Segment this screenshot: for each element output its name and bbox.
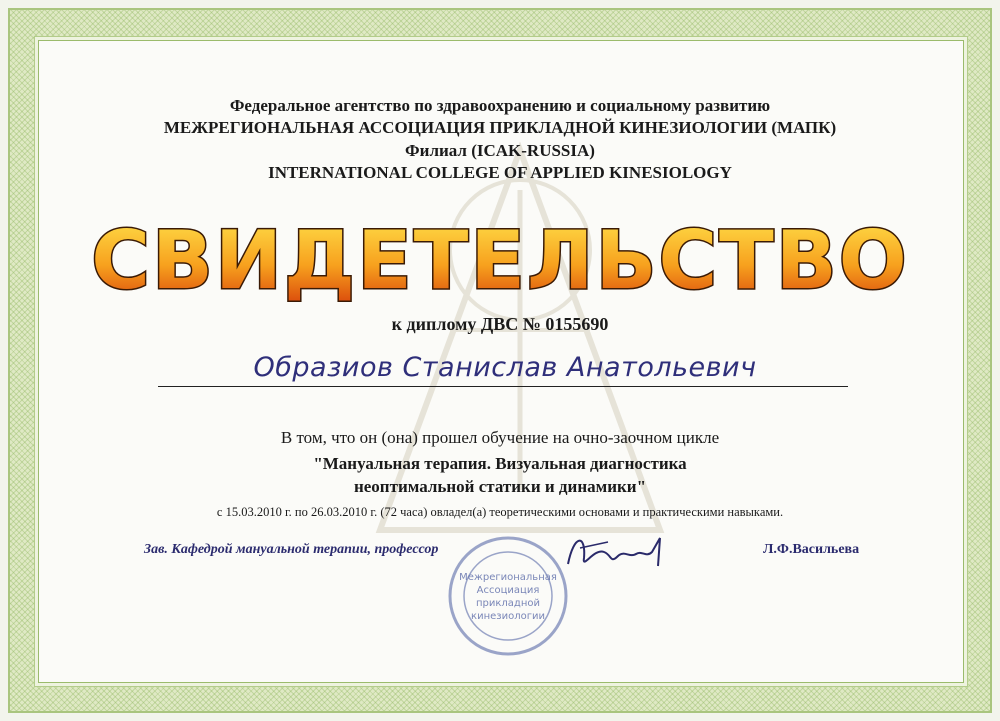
agency-line: Федеральное агентство по здравоохранению и социальному развитию bbox=[229, 96, 771, 115]
svg-text:Ассоциация: Ассоциация bbox=[476, 585, 540, 596]
course-title-line1: "Мануальная терапия. Визуальная диагностика bbox=[313, 454, 687, 473]
svg-text:прикладной: прикладной bbox=[475, 598, 541, 609]
course-title-line2: неоптимальной статики и динамики" bbox=[353, 477, 647, 496]
round-stamp bbox=[428, 528, 578, 658]
signatory-name: Л.Ф.Васильева bbox=[763, 542, 860, 557]
training-statement: В том, что он (она) прошел обучение на очно-заочном цикле bbox=[280, 428, 720, 447]
college-line: INTERNATIONAL COLLEGE OF APPLIED KINESIOLOGY bbox=[268, 163, 732, 182]
handwritten-signature bbox=[560, 528, 670, 574]
certificate-title bbox=[0, 214, 1000, 304]
name-underline bbox=[158, 386, 848, 387]
svg-text:кинезиологии: кинезиологии bbox=[471, 611, 545, 622]
svg-text:Межрегиональная: Межрегиональная bbox=[459, 572, 557, 583]
holder-name: Образиов Станислав Анатольевич bbox=[253, 352, 757, 383]
course-details: с 15.03.2010 г. по 26.03.2010 г. (72 часа) овладел(а) теоретическими основами и практическими навыками. bbox=[216, 505, 784, 519]
association-line: МЕЖРЕГИОНАЛЬНАЯ АССОЦИАЦИЯ ПРИКЛАДНОЙ КИНЕЗИОЛОГИИ (МАПК) bbox=[163, 118, 837, 137]
diploma-reference: к диплому ДВС № 0155690 bbox=[391, 314, 609, 334]
certificate-title-text: СВИДЕТЕЛЬСТВО bbox=[91, 214, 909, 304]
branch-line: Филиал (ICAK-RUSSIA) bbox=[405, 141, 595, 160]
signatory-role: Зав. Кафедрой мануальной терапии, профессор bbox=[144, 542, 439, 557]
